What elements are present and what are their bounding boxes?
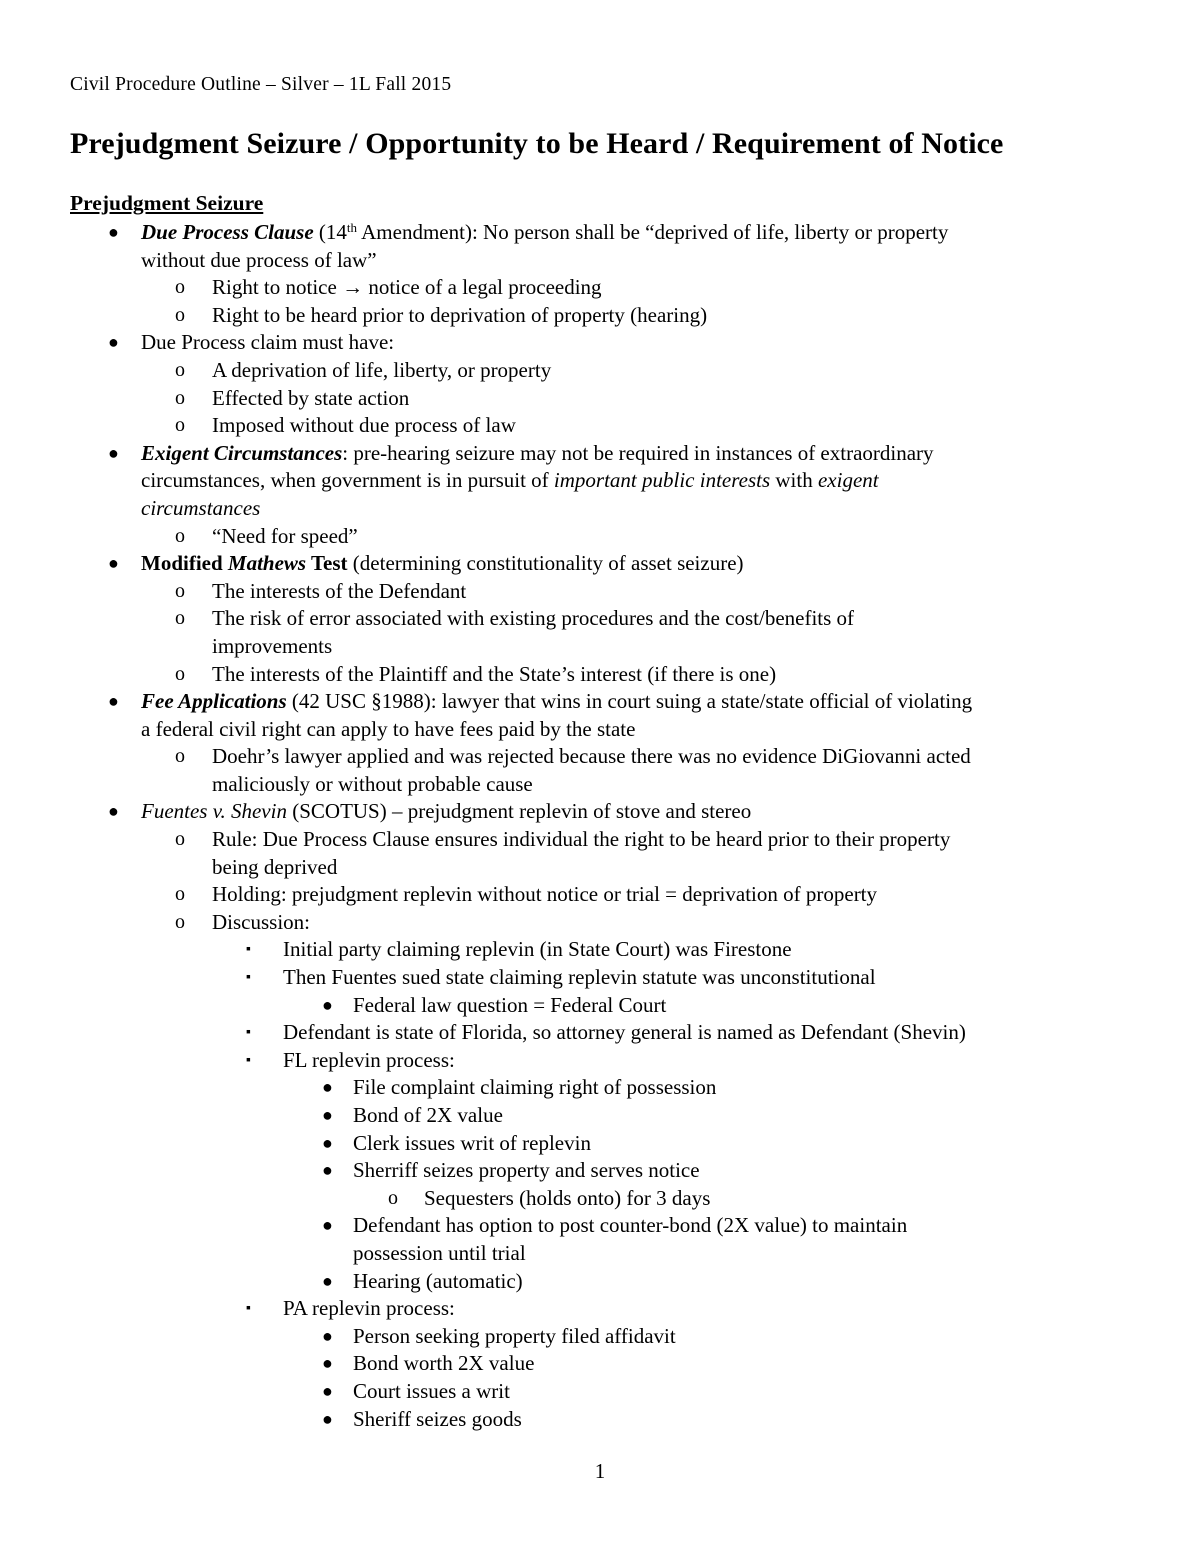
list-item: o “Need for speed” <box>0 523 1200 551</box>
circle-bullet-icon: o <box>175 607 185 630</box>
square-bullet-icon: ▪ <box>246 1052 251 1068</box>
circle-bullet-icon: o <box>175 303 185 326</box>
page-number: 1 <box>594 1459 606 1483</box>
bullet-icon: ● <box>322 1215 333 1236</box>
list-item: o The risk of error associated with existing procedures and the cost/benefits of improvements <box>175 606 855 658</box>
list-item: ▪ Defendant is state of Florida, so attorney general is named as Defendant (Shevin) <box>0 1019 1200 1047</box>
circle-bullet-icon: o <box>175 358 185 381</box>
list-item: ● Fee Applications (42 USC §1988): lawyer that wins in court suing a state/state official of violating a federal civil right can apply to have fees paid by the state <box>108 689 973 741</box>
list-item: ● Modified Mathews Test (determining constitutionality of asset seizure) <box>0 550 1200 578</box>
list-item: o The interests of the Plaintiff and the State’s interest (if there is one) <box>0 661 1200 689</box>
page-title: Prejudgment Seizure / Opportunity to be Heard / Requirement of Notice <box>70 127 1004 160</box>
circle-bullet-icon: o <box>175 662 185 685</box>
list-item: ● Fuentes v. Shevin (SCOTUS) – prejudgment replevin of stove and stereo <box>0 798 1200 826</box>
square-bullet-icon: ▪ <box>246 1025 251 1041</box>
circle-bullet-icon: o <box>175 276 185 299</box>
circle-bullet-icon: o <box>175 883 185 906</box>
list-item: ● Due Process claim must have: <box>0 329 1200 357</box>
bullet-icon: ● <box>322 1105 333 1125</box>
list-item: ● Defendant has option to post counter-bond (2X value) to maintain possession until trial <box>322 1213 908 1265</box>
list-item: o Sequesters (holds onto) for 3 days <box>0 1185 1200 1213</box>
circle-bullet-icon: o <box>175 414 185 437</box>
circle-bullet-icon: o <box>175 910 185 933</box>
bullet-icon: ● <box>108 691 119 712</box>
circle-bullet-icon: o <box>175 579 185 602</box>
square-bullet-icon: ▪ <box>246 1301 251 1317</box>
list-item: o Rule: Due Process Clause ensures individual the right to be heard prior to their property being deprived <box>175 827 951 879</box>
list-item: ● Bond worth 2X value <box>0 1350 1200 1378</box>
right-arrow-icon: → <box>342 275 364 300</box>
list-item: ● Court issues a writ <box>0 1378 1200 1406</box>
outline-list <box>0 219 1200 1433</box>
circle-bullet-icon: o <box>175 386 185 409</box>
list-item: ▪ PA replevin process: <box>0 1295 1200 1323</box>
running-header: Civil Procedure Outline – Silver – 1L Fall 2015 <box>70 74 452 95</box>
list-item: o Discussion: <box>0 909 1200 937</box>
list-item: o Effected by state action <box>0 385 1200 413</box>
list-item: ▪ Initial party claiming replevin (in State Court) was Firestone <box>0 936 1200 964</box>
bullet-icon: ● <box>108 442 119 463</box>
list-item: ● Due Process Clause (14th Amendment): No person shall be “deprived of life, liberty or property without due process of law” <box>108 220 949 272</box>
bullet-icon: ● <box>322 1160 333 1181</box>
list-item: o Right to be heard prior to deprivation of property (hearing) <box>0 302 1200 330</box>
list-item: ▪ Then Fuentes sued state claiming replevin statute was unconstitutional <box>0 964 1200 992</box>
list-item: o The interests of the Defendant <box>0 578 1200 606</box>
list-item: o Right to notice → notice of a legal proceeding <box>0 274 1200 302</box>
list-item: o Imposed without due process of law <box>0 412 1200 440</box>
bullet-icon: ● <box>108 553 119 574</box>
bullet-icon: ● <box>108 222 119 242</box>
list-item: ● Hearing (automatic) <box>0 1268 1200 1296</box>
list-item: ● Person seeking property filed affidavit <box>0 1323 1200 1351</box>
list-item: o Doehr’s lawyer applied and was rejected because there was no evidence DiGiovanni acted maliciously or without probable cause <box>175 744 971 796</box>
list-item: o Holding: prejudgment replevin without notice or trial = deprivation of property <box>0 881 1200 909</box>
list-item: ● Bond of 2X value <box>0 1102 1200 1130</box>
bullet-icon: ● <box>108 332 119 353</box>
bullet-icon: ● <box>322 1077 333 1098</box>
bullet-icon: ● <box>322 1408 333 1429</box>
bullet-icon: ● <box>322 1132 333 1153</box>
circle-bullet-icon: o <box>388 1186 398 1209</box>
bullet-icon: ● <box>322 1353 333 1374</box>
list-item: ● Clerk issues writ of replevin <box>0 1130 1200 1158</box>
circle-bullet-icon: o <box>175 828 185 851</box>
circle-bullet-icon: o <box>175 745 185 768</box>
section-heading: Prejudgment Seizure <box>70 191 264 215</box>
bullet-icon: ● <box>322 1325 333 1346</box>
list-item: o A deprivation of life, liberty, or property <box>0 357 1200 385</box>
list-item: ● Federal law question = Federal Court <box>0 992 1200 1020</box>
square-bullet-icon: ▪ <box>246 942 251 958</box>
list-item: ● Exigent Circumstances: pre-hearing seizure may not be required in instances of extraordinary circumstances, when government is in pursuit of important public interests with exigent circumstances <box>108 440 934 520</box>
list-item: ▪ FL replevin process: <box>0 1047 1200 1075</box>
bullet-icon: ● <box>322 994 333 1015</box>
bullet-icon: ● <box>108 801 119 822</box>
bullet-icon: ● <box>322 1380 333 1401</box>
list-item: ● File complaint claiming right of possession <box>0 1074 1200 1102</box>
bullet-icon: ● <box>322 1270 333 1291</box>
list-item: ● Sheriff seizes goods <box>0 1406 1200 1434</box>
list-item: ● Sherriff seizes property and serves notice <box>0 1157 1200 1185</box>
square-bullet-icon: ▪ <box>246 970 251 986</box>
circle-bullet-icon: o <box>175 524 185 547</box>
